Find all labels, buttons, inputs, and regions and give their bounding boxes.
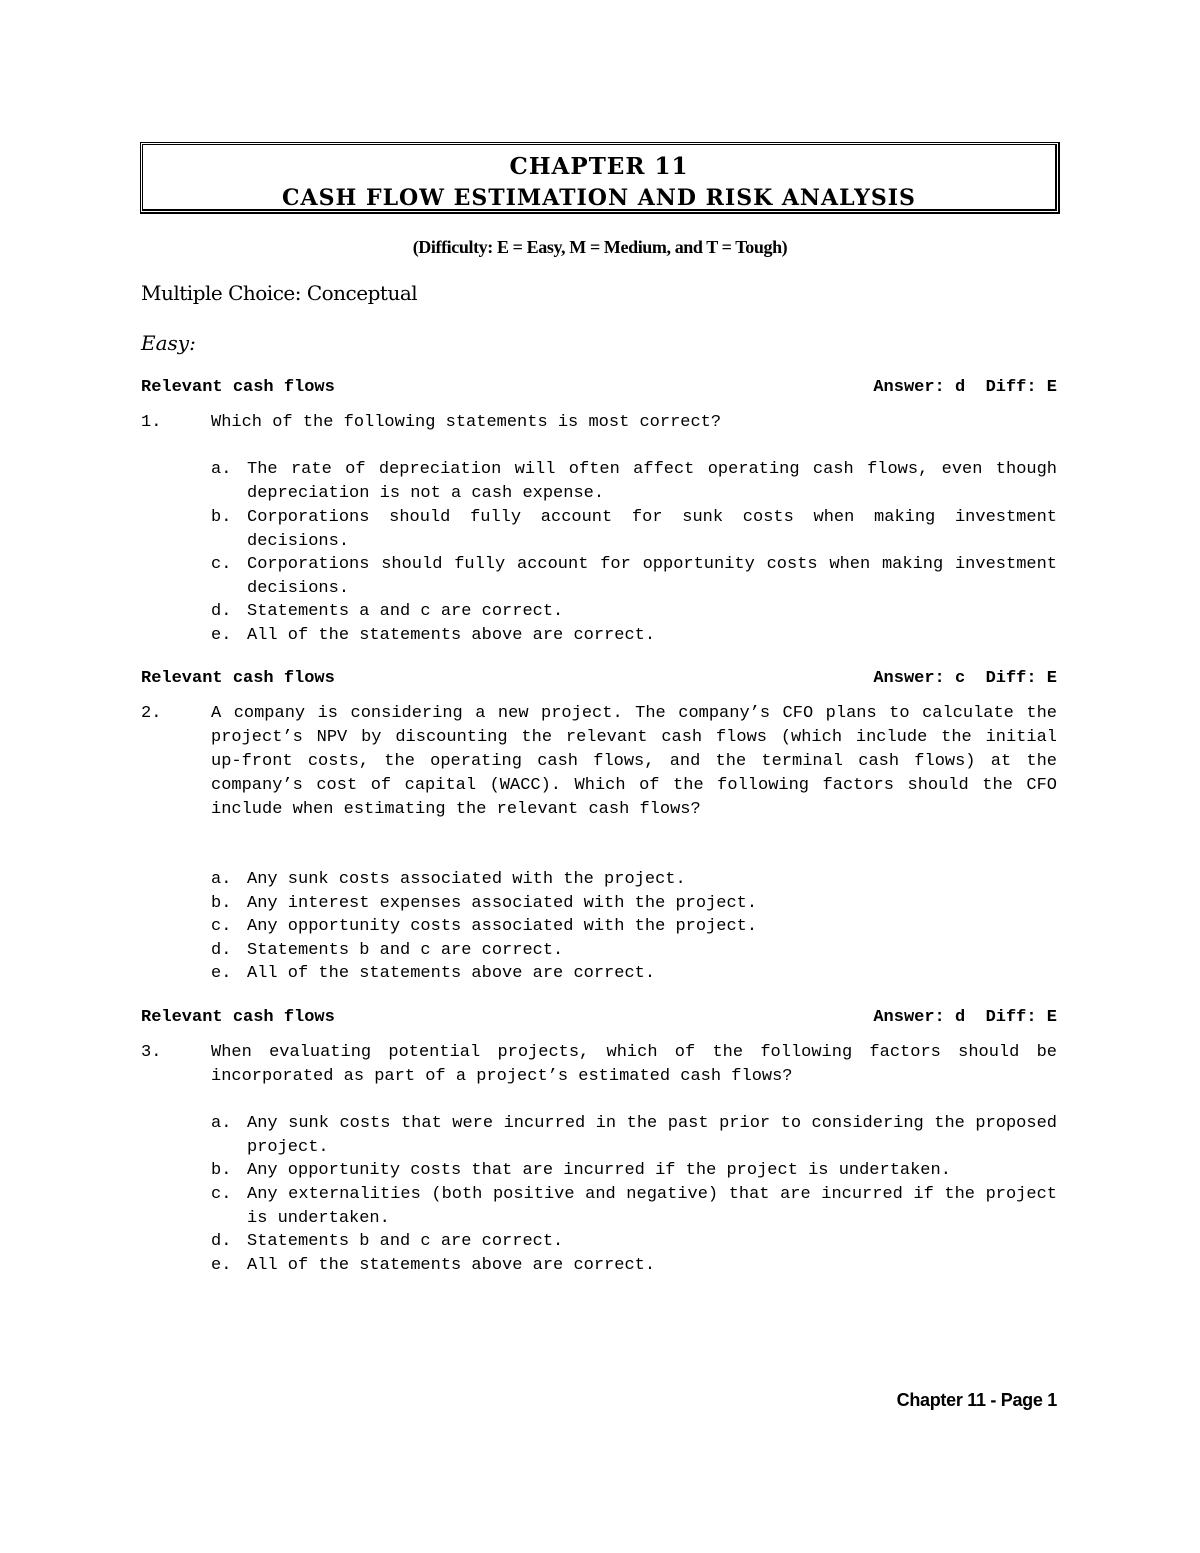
choice-text: Any opportunity costs that are incurred if the project is undertaken. (247, 1161, 951, 1180)
answer-choice (211, 458, 1057, 505)
question-meta (873, 378, 1057, 397)
answer-choice (211, 868, 1057, 892)
difficulty-tag: Diff: E (985, 378, 1057, 397)
choice-letter: d. (211, 941, 232, 960)
difficulty-tag: Diff: E (985, 1008, 1057, 1027)
question-number: 3. (141, 1043, 162, 1062)
choice-text: Any opportunity costs associated with the project. (247, 917, 758, 936)
choice-letter: e. (211, 964, 232, 983)
answer-choice (211, 1230, 1057, 1254)
answer-choice (211, 506, 1057, 553)
choice-text: Any sunk costs associated with the project. (247, 870, 686, 889)
choice-letter: c. (211, 555, 232, 574)
choice-text: Any sunk costs that were incurred in the past prior to considering the proposed project. (247, 1114, 1057, 1157)
answer-choice (211, 1112, 1057, 1159)
choice-letter: b. (211, 1161, 232, 1180)
answer-key: Answer: d (873, 1008, 966, 1027)
question-text: When evaluating potential projects, which of the following factors should be incorporated as part of a project’s estimated cash flows? (211, 1043, 1057, 1086)
difficulty-tag: Diff: E (985, 669, 1057, 688)
choice-text: Corporations should fully account for opportunity costs when making investment decisions. (247, 555, 1057, 598)
answer-choice (211, 1254, 1057, 1278)
choice-letter: d. (211, 1232, 232, 1251)
difficulty-level-heading: Easy: (141, 331, 196, 355)
answer-choice (211, 1159, 1057, 1183)
choice-letter: d. (211, 602, 232, 621)
answer-choice (211, 915, 1057, 939)
choice-text: Statements b and c are correct. (247, 941, 564, 960)
answer-choice (211, 624, 1057, 648)
chapter-number: CHAPTER 11 (509, 153, 689, 180)
answer-choice (211, 939, 1057, 963)
choice-letter: e. (211, 626, 232, 645)
answer-choice (211, 892, 1057, 916)
choice-text: All of the statements above are correct. (247, 626, 656, 645)
page-footer: Chapter 11 - Page 1 (896, 1390, 1057, 1410)
choice-letter: a. (211, 1114, 232, 1133)
choice-text: Any interest expenses associated with the project. (247, 894, 758, 913)
choice-letter: b. (211, 894, 232, 913)
chapter-title-box (140, 142, 1060, 214)
question-topic: Relevant cash flows (141, 378, 335, 397)
answer-key: Answer: c (873, 669, 966, 688)
choice-letter: b. (211, 508, 232, 527)
answer-choice (211, 600, 1057, 624)
question-number: 1. (141, 413, 162, 432)
chapter-title: CASH FLOW ESTIMATION AND RISK ANALYSIS (282, 185, 916, 211)
question-topic: Relevant cash flows (141, 1008, 335, 1027)
question-number: 2. (141, 704, 162, 723)
question-text: A company is considering a new project. The company’s CFO plans to calculate the project’s NPV by discounting the relevant cash flows (which include the initial up-front costs, the operating cash flows, and the terminal cash flows) at the company’s cost of capital (WACC). Which of the following factors should the CFO include when estimating the relevant cash flows? (211, 704, 1057, 819)
choice-text: All of the statements above are correct. (247, 1256, 656, 1275)
answer-choice (211, 1183, 1057, 1230)
choice-text: Corporations should fully account for sunk costs when making investment decisions. (247, 508, 1057, 551)
choice-text: The rate of depreciation will often affect operating cash flows, even though depreciation is not a cash expense. (247, 460, 1057, 503)
answer-key: Answer: d (873, 378, 966, 397)
answer-choice (211, 962, 1057, 986)
choice-letter: c. (211, 1185, 232, 1204)
choice-text: Statements b and c are correct. (247, 1232, 564, 1251)
question-header (141, 1008, 1057, 1030)
question-text: Which of the following statements is most correct? (211, 413, 722, 432)
choice-letter: a. (211, 460, 232, 479)
choice-text: All of the statements above are correct. (247, 964, 656, 983)
choice-text: Statements a and c are correct. (247, 602, 564, 621)
question-meta (873, 1008, 1057, 1027)
question-header (141, 378, 1057, 400)
question-topic: Relevant cash flows (141, 669, 335, 688)
choice-letter: e. (211, 1256, 232, 1275)
choice-letter: c. (211, 917, 232, 936)
choice-letter: a. (211, 870, 232, 889)
section-title: Multiple Choice: Conceptual (141, 281, 418, 305)
difficulty-legend: (Difficulty: E = Easy, M = Medium, and T = Tough) (412, 237, 788, 257)
question-meta (873, 669, 1057, 688)
choice-text: Any externalities (both positive and negative) that are incurred if the project is undertaken. (247, 1185, 1057, 1228)
question-header (141, 669, 1057, 691)
answer-choice (211, 553, 1057, 600)
